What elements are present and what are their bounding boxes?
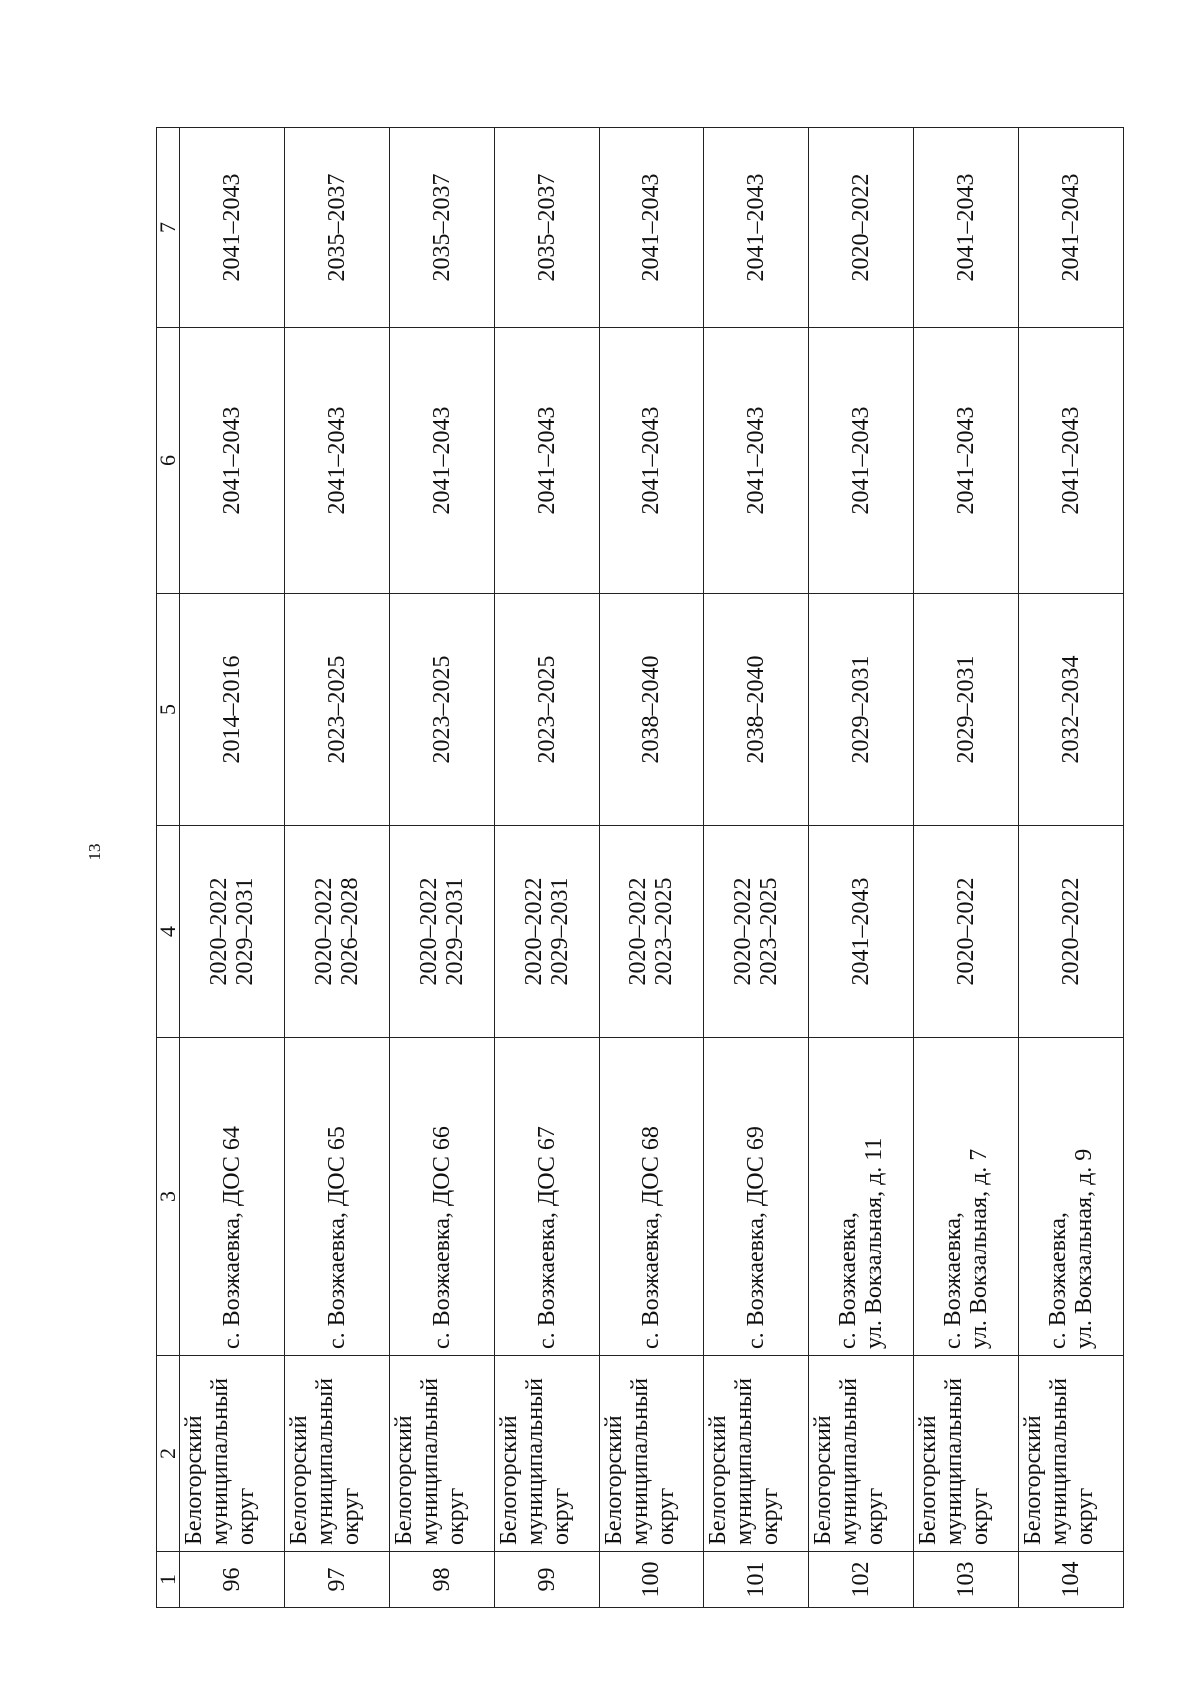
period-value: 2023–2025 [428,655,455,764]
table-row [1019,128,1124,1608]
header-row [157,128,180,1608]
period-line: 2023–2025 [651,877,678,986]
address-line: с. Возжаевка, ДОС 68 [638,1126,665,1349]
district-line: муниципальный [207,1377,233,1545]
period-value: 2041–2043 [323,406,350,515]
period-col6-cell [809,328,914,594]
period-col7-cell [284,128,389,328]
address-line: ул. Вокзальная, д. 9 [1071,1148,1097,1349]
address-cell [180,1038,285,1356]
district-line: округ [862,1487,889,1545]
row-number-cell [1019,1552,1124,1608]
address-line: ул. Вокзальная, д. 7 [966,1148,993,1349]
period-line: 2041–2043 [848,877,875,986]
period-line: 2020–2022 [415,877,442,986]
period-value: 2035–2037 [428,173,455,282]
district-cell [914,1356,1019,1552]
column-header: 1 [157,1552,180,1608]
district-line: Белогорский [1020,1415,1046,1545]
district-line: Белогорский [181,1415,207,1545]
period-value: 2041–2043 [638,173,665,282]
district-line: Белогорский [600,1415,627,1545]
district-line: муниципальный [311,1377,338,1545]
row-number: 99 [533,1567,560,1592]
table-row [809,128,914,1608]
district-line: муниципальный [836,1377,863,1545]
address-line: с. Возжаевка, ДОС 69 [743,1126,770,1349]
district-line: Белогорский [810,1415,837,1545]
row-number-cell [389,1552,494,1608]
period-value: 2029–2031 [848,655,875,764]
period-value: 2041–2043 [848,406,875,515]
row-number: 103 [953,1561,980,1598]
district-line: муниципальный [626,1377,653,1545]
table-row [389,128,494,1608]
period-col4-cell [914,826,1019,1038]
period-col5-cell [180,594,285,826]
period-line: 2029–2031 [231,877,258,986]
period-value: 2023–2025 [323,655,350,764]
address-cell [1019,1038,1124,1356]
column-header: 6 [157,328,180,594]
district-cell [599,1356,704,1552]
address-cell [704,1038,809,1356]
period-col4-cell [809,826,914,1038]
period-value: 2041–2043 [743,173,770,282]
period-value: 2041–2043 [1058,173,1084,282]
table-row [180,128,285,1608]
table-row [284,128,389,1608]
period-value: 2035–2037 [533,173,560,282]
row-number-cell [599,1552,704,1608]
district-line: округ [757,1487,784,1545]
period-col6-cell [704,328,809,594]
district-cell [704,1356,809,1552]
page-number: 13 [85,843,104,861]
period-value: 2014–2016 [218,655,245,764]
row-number: 101 [743,1561,770,1598]
district-line: муниципальный [416,1377,443,1545]
table-container [156,128,1124,1608]
period-value: 2038–2040 [743,655,770,764]
district-cell [809,1356,914,1552]
period-line: 2020–2022 [1058,877,1084,986]
period-value: 2020–2022 [848,173,875,282]
district-line: Белогорский [705,1415,732,1545]
period-line: 2029–2031 [441,877,468,986]
period-value: 2023–2025 [533,655,560,764]
period-line: 2023–2025 [756,877,783,986]
period-col7-cell [1019,128,1124,328]
period-col6-cell [1019,328,1124,594]
district-line: округ [652,1487,679,1545]
district-line: муниципальный [1046,1377,1072,1545]
period-value: 2038–2040 [638,655,665,764]
district-cell [494,1356,599,1552]
period-line: 2020–2022 [953,877,980,986]
address-line: с. Возжаевка, ДОС 67 [533,1126,560,1349]
period-value: 2041–2043 [1058,406,1084,515]
row-number: 104 [1058,1561,1084,1598]
row-number: 98 [428,1567,455,1592]
period-col7-cell [389,128,494,328]
row-number: 96 [218,1567,245,1592]
period-value: 2041–2043 [743,406,770,515]
table-row [599,128,704,1608]
row-number-cell [704,1552,809,1608]
row-number-cell [914,1552,1019,1608]
period-col5-cell [494,594,599,826]
period-line: 2020–2022 [625,877,652,986]
address-cell [809,1038,914,1356]
period-col7-cell [704,128,809,328]
period-col4-cell [599,826,704,1038]
address-cell [284,1038,389,1356]
address-cell [599,1038,704,1356]
period-col4-cell [494,826,599,1038]
period-col4-cell [1019,826,1124,1038]
period-value: 2041–2043 [638,406,665,515]
period-value: 2032–2034 [1058,655,1084,764]
schedule-table [156,127,1124,1608]
period-line: 2026–2028 [336,877,363,986]
period-col5-cell [1019,594,1124,826]
period-col5-cell [704,594,809,826]
row-number-cell [180,1552,285,1608]
district-cell [1019,1356,1124,1552]
period-col7-cell [809,128,914,328]
address-cell [389,1038,494,1356]
address-line: с. Возжаевка, ДОС 66 [428,1126,455,1349]
table-row [704,128,809,1608]
address-line: с. Возжаевка, [835,1212,862,1349]
table-row [494,128,599,1608]
period-col6-cell [599,328,704,594]
period-col4-cell [180,826,285,1038]
period-col6-cell [180,328,285,594]
district-line: округ [233,1487,259,1545]
table-row [914,128,1019,1608]
period-col5-cell [809,594,914,826]
period-col5-cell [389,594,494,826]
period-col7-cell [914,128,1019,328]
district-line: Белогорский [915,1415,942,1545]
address-line: с. Возжаевка, [940,1212,967,1349]
column-header: 2 [157,1356,180,1552]
period-line: 2029–2031 [546,877,573,986]
column-header: 5 [157,594,180,826]
row-number-cell [494,1552,599,1608]
row-number-cell [284,1552,389,1608]
period-col5-cell [284,594,389,826]
district-line: округ [337,1487,364,1545]
period-value: 2041–2043 [953,173,980,282]
period-line: 2020–2022 [730,877,757,986]
row-number: 100 [638,1561,665,1598]
period-col4-cell [284,826,389,1038]
period-line: 2020–2022 [205,877,232,986]
period-col7-cell [599,128,704,328]
district-cell [180,1356,285,1552]
address-line: с. Возжаевка, ДОС 64 [218,1126,245,1349]
column-header: 7 [157,128,180,328]
period-line: 2020–2022 [520,877,547,986]
period-col5-cell [599,594,704,826]
district-line: муниципальный [941,1377,968,1545]
period-col5-cell [914,594,1019,826]
address-line: с. Возжаевка, [1045,1212,1071,1349]
period-value: 2035–2037 [323,173,350,282]
table-body [180,128,1124,1608]
address-cell [914,1038,1019,1356]
district-line: Белогорский [285,1415,312,1545]
period-col7-cell [494,128,599,328]
address-cell [494,1038,599,1356]
period-col6-cell [284,328,389,594]
period-col6-cell [389,328,494,594]
column-header: 3 [157,1038,180,1356]
period-col6-cell [494,328,599,594]
period-col4-cell [389,826,494,1038]
district-line: округ [967,1487,994,1545]
district-line: округ [1072,1487,1098,1545]
row-number: 102 [848,1561,875,1598]
district-line: округ [547,1487,574,1545]
district-line: Белогорский [390,1415,417,1545]
district-line: округ [442,1487,469,1545]
period-value: 2029–2031 [953,655,980,764]
district-line: Белогорский [495,1415,522,1545]
address-line: ул. Вокзальная, д. 11 [861,1137,888,1349]
row-number: 97 [323,1567,350,1592]
period-col6-cell [914,328,1019,594]
period-value: 2041–2043 [533,406,560,515]
row-number-cell [809,1552,914,1608]
district-cell [284,1356,389,1552]
column-header: 4 [157,826,180,1038]
period-col7-cell [180,128,285,328]
period-col4-cell [704,826,809,1038]
period-line: 2020–2022 [310,877,337,986]
address-line: с. Возжаевка, ДОС 65 [323,1126,350,1349]
period-value: 2041–2043 [218,173,245,282]
period-value: 2041–2043 [218,406,245,515]
period-value: 2041–2043 [428,406,455,515]
district-cell [389,1356,494,1552]
period-value: 2041–2043 [953,406,980,515]
district-line: муниципальный [521,1377,548,1545]
district-line: муниципальный [731,1377,758,1545]
